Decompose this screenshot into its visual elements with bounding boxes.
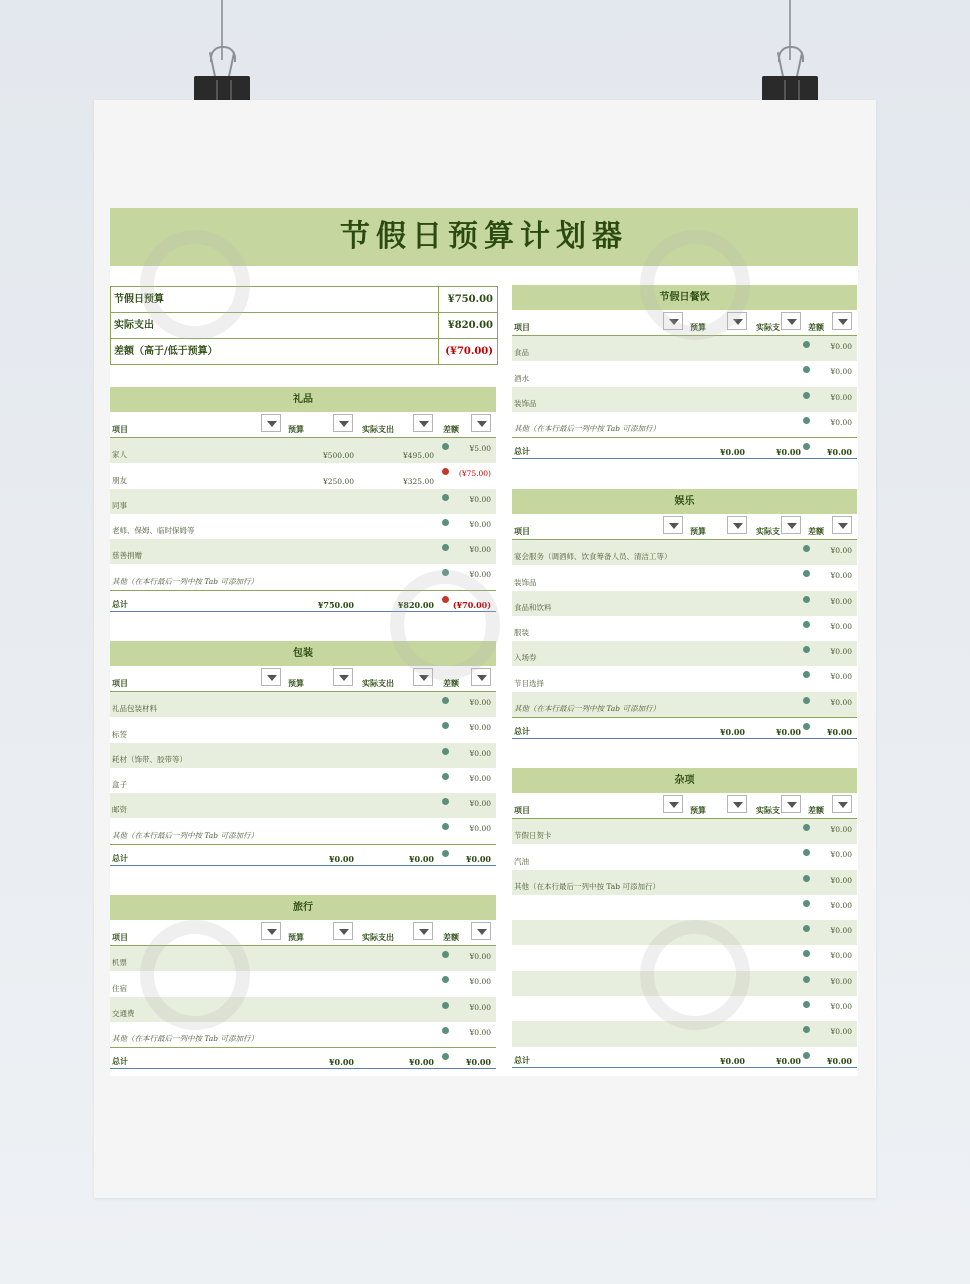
table-title: 节假日餐饮 [512,285,857,310]
row-item-name[interactable]: 交通费 [112,1008,135,1018]
row-difference: ¥0.00 [830,850,852,860]
table-row [512,616,857,641]
table-row [512,540,857,565]
status-indicator-icon [803,925,810,932]
filter-dropdown-icon[interactable] [333,922,353,940]
table-row [512,895,857,920]
status-indicator-icon [442,443,449,450]
status-indicator-icon [803,697,810,704]
col-budget-label: 预算 [288,932,304,942]
total-actual: ¥0.00 [408,1057,434,1068]
status-indicator-icon [803,646,810,653]
status-indicator-icon [803,824,810,831]
total-difference: ¥0.00 [465,853,491,864]
row-item-name[interactable]: 其他（在本行最后一列中按 Tab 可添加行） [112,830,258,840]
total-label: 总计 [112,1056,128,1067]
row-difference: ¥0.00 [469,519,491,529]
row-difference: ¥0.00 [830,546,852,555]
filter-dropdown-icon[interactable] [333,668,353,686]
filter-dropdown-icon[interactable] [781,516,801,534]
table-row [512,819,857,844]
table-title: 礼品 [110,387,496,412]
table-row [110,463,496,488]
row-difference: ¥0.00 [830,1002,852,1012]
status-indicator-icon [803,443,810,450]
summary-value[interactable]: ¥820.00 [438,313,497,338]
row-difference: ¥0.00 [469,799,491,809]
table-row [512,641,857,666]
table-row [110,768,496,793]
row-item-name[interactable]: 其他（在本行最后一列中按 Tab 可添加行） [514,881,660,891]
table-row [512,336,857,361]
row-item-name[interactable]: 汽油 [514,856,529,866]
col-item-label: 项目 [514,322,530,332]
col-diff-label: 差额 [808,805,824,815]
status-indicator-icon [442,798,449,805]
table-row [110,717,496,742]
row-item-name[interactable]: 节目选择 [514,678,544,688]
row-item-name[interactable]: 耗材（饰带、胶带等） [112,754,187,764]
status-indicator-icon [803,900,810,907]
row-difference: ¥0.00 [830,392,852,402]
table-title: 娱乐 [512,489,857,514]
row-difference: ¥0.00 [469,494,491,504]
row-difference: ¥0.00 [830,367,852,377]
table-row [110,818,496,844]
total-actual: ¥0.00 [775,1055,801,1066]
total-row [512,718,857,739]
status-indicator-icon [442,1002,449,1009]
table-title: 旅行 [110,895,496,920]
row-difference: ¥0.00 [830,951,852,961]
watermark-logo-icon [640,230,750,340]
col-actual-label: 实际支 [756,805,780,815]
status-indicator-icon [442,773,449,780]
column-header-row [110,412,496,438]
row-item-name[interactable]: 盒子 [112,780,127,790]
status-indicator-icon [803,621,810,628]
row-difference: ¥0.00 [469,698,491,707]
total-difference: ¥0.00 [826,1055,852,1066]
col-item-label: 项目 [514,805,530,815]
total-label: 总计 [112,852,128,863]
total-label: 总计 [514,446,530,457]
col-item-label: 项目 [112,932,128,942]
row-item-name[interactable]: 老师、保姆、临时保姆等 [112,526,195,536]
row-item-name[interactable]: 服装 [514,628,529,638]
row-difference: ¥0.00 [830,697,852,707]
status-indicator-icon [803,1052,810,1059]
row-item-name[interactable]: 宴会服务（调酒师、饮食筹备人员、清洁工等） [514,552,672,562]
col-budget-label: 预算 [690,805,706,815]
row-difference: ¥0.00 [830,1027,852,1037]
row-difference: ¥0.00 [469,824,491,834]
col-diff-label: 差额 [808,526,824,536]
row-item-name[interactable]: 同事 [112,500,127,510]
table-row [110,793,496,818]
filter-dropdown-icon[interactable] [727,795,747,813]
status-indicator-icon [803,596,810,603]
total-actual: ¥0.00 [408,853,434,864]
table-row [512,844,857,869]
row-difference: ¥0.00 [469,748,491,758]
filter-dropdown-icon[interactable] [413,414,433,432]
watermark-logo-icon [140,920,250,1030]
row-difference: ¥0.00 [469,1002,491,1012]
entertainment-table [512,489,857,739]
row-difference: ¥0.00 [469,570,491,580]
col-budget-label: 预算 [690,322,706,332]
table-row [512,692,857,718]
total-row [110,1048,496,1069]
summary-label: 节假日预算 [114,294,164,305]
row-item-name[interactable]: 装饰品 [514,577,537,587]
status-indicator-icon [442,468,449,475]
table-row [512,870,857,895]
filter-dropdown-icon[interactable] [832,312,852,330]
row-item-name[interactable]: 家人 [112,450,127,460]
row-actual[interactable]: ¥325.00 [402,476,434,486]
row-difference: ¥5.00 [469,444,491,453]
col-diff-label: 差额 [443,932,459,942]
col-budget-label: 预算 [288,424,304,434]
row-item-name[interactable]: 邮资 [112,805,127,815]
total-budget: ¥0.00 [328,853,354,864]
filter-dropdown-icon[interactable] [781,312,801,330]
summary-label: 差额（高于/低于预算） [114,346,218,357]
table-row [110,489,496,514]
filter-dropdown-icon[interactable] [471,414,491,432]
summary-row [111,339,497,364]
col-actual-label: 实际支出 [362,424,394,434]
row-difference: ¥0.00 [469,723,491,733]
total-difference: (¥70.00) [452,599,491,610]
row-item-name[interactable]: 食品和饮料 [514,602,552,612]
row-item-name[interactable]: 其他（在本行最后一列中按 Tab 可添加行） [112,1034,258,1044]
table-row [512,361,857,386]
total-budget: ¥0.00 [719,727,745,738]
col-actual-label: 实际支 [756,526,780,536]
status-indicator-icon [442,1027,449,1034]
filter-dropdown-icon[interactable] [781,795,801,813]
row-difference: (¥75.00) [458,469,491,479]
table-row [512,387,857,412]
total-label: 总计 [514,1054,530,1065]
col-budget-label: 预算 [288,678,304,688]
row-difference: ¥0.00 [469,977,491,987]
row-difference: ¥0.00 [469,952,491,961]
total-actual: ¥0.00 [775,447,801,458]
status-indicator-icon [803,392,810,399]
status-indicator-icon [803,1001,810,1008]
filter-dropdown-icon[interactable] [832,795,852,813]
row-item-name[interactable]: 节假日贺卡 [514,831,552,841]
status-indicator-icon [442,748,449,755]
row-difference: ¥0.00 [830,672,852,682]
row-item-name[interactable]: 其他（在本行最后一列中按 Tab 可添加行） [514,704,660,714]
total-budget: ¥0.00 [719,447,745,458]
total-row [512,438,857,459]
status-indicator-icon [803,875,810,882]
filter-dropdown-icon[interactable] [261,922,281,940]
row-item-name[interactable]: 朋友 [112,475,127,485]
status-indicator-icon [442,951,449,958]
col-item-label: 项目 [112,424,128,434]
summary-label: 实际支出 [114,320,154,331]
table-title: 杂项 [512,768,857,793]
filter-dropdown-icon[interactable] [727,516,747,534]
table-row [512,412,857,438]
table-row [110,514,496,539]
col-item-label: 项目 [112,678,128,688]
total-budget: ¥750.00 [317,599,354,610]
row-difference: ¥0.00 [830,342,852,351]
table-row [110,539,496,564]
table-row [110,692,496,717]
row-budget[interactable]: ¥500.00 [322,451,354,461]
row-item-name[interactable]: 其他（在本行最后一列中按 Tab 可添加行） [112,576,258,586]
filter-dropdown-icon[interactable] [663,795,683,813]
watermark-logo-icon [390,570,500,680]
row-budget[interactable]: ¥250.00 [322,476,354,486]
status-indicator-icon [442,1053,449,1060]
status-indicator-icon [442,850,449,857]
status-indicator-icon [803,950,810,957]
status-indicator-icon [442,823,449,830]
row-item-name[interactable]: 入场券 [514,653,537,663]
row-actual[interactable]: ¥495.00 [402,451,434,461]
total-actual: ¥0.00 [775,727,801,738]
row-item-name[interactable]: 住宿 [112,983,127,993]
row-difference: ¥0.00 [830,825,852,834]
column-header-row [512,793,857,819]
total-difference: ¥0.00 [826,727,852,738]
row-difference: ¥0.00 [830,596,852,606]
summary-value[interactable]: ¥750.00 [438,287,497,312]
row-item-name[interactable]: 礼品包装材料 [112,704,157,714]
status-indicator-icon [803,723,810,730]
status-indicator-icon [803,849,810,856]
row-item-name[interactable]: 酒水 [514,373,529,383]
status-indicator-icon [803,545,810,552]
watermark-logo-icon [140,230,250,340]
col-item-label: 项目 [514,526,530,536]
column-header-row [512,514,857,540]
status-indicator-icon [442,544,449,551]
total-actual: ¥820.00 [397,599,434,610]
row-difference: ¥0.00 [830,621,852,631]
watermark-logo-icon [640,920,750,1030]
table-row [110,743,496,768]
filter-dropdown-icon[interactable] [333,414,353,432]
row-difference: ¥0.00 [469,545,491,555]
status-indicator-icon [442,722,449,729]
table-row [512,591,857,616]
row-difference: ¥0.00 [830,900,852,910]
total-label: 总计 [514,726,530,737]
page-title: 节假日预算计划器 [110,208,858,266]
col-diff-label: 差额 [443,424,459,434]
row-difference: ¥0.00 [830,875,852,885]
row-item-name[interactable]: 其他（在本行最后一列中按 Tab 可添加行） [514,424,660,434]
col-actual-label: 实际支出 [362,932,394,942]
filter-dropdown-icon[interactable] [261,414,281,432]
row-item-name[interactable]: 慈善捐赠 [112,551,142,561]
status-indicator-icon [442,519,449,526]
total-label: 总计 [112,598,128,609]
row-item-name[interactable]: 标签 [112,729,127,739]
row-item-name[interactable]: 机票 [112,958,127,968]
status-indicator-icon [803,341,810,348]
col-diff-label: 差额 [808,322,824,332]
row-difference: ¥0.00 [830,417,852,427]
status-indicator-icon [442,976,449,983]
row-item-name[interactable]: 食品 [514,348,529,358]
col-diff-label: 差额 [443,678,459,688]
table-title: 包装 [110,641,496,666]
total-difference: ¥0.00 [465,1057,491,1068]
status-indicator-icon [442,494,449,501]
status-indicator-icon [803,1026,810,1033]
status-indicator-icon [803,366,810,373]
col-budget-label: 预算 [690,526,706,536]
filter-dropdown-icon[interactable] [471,922,491,940]
filter-dropdown-icon[interactable] [413,922,433,940]
row-difference: ¥0.00 [469,1027,491,1037]
row-difference: ¥0.00 [830,571,852,581]
table-row [110,1022,496,1048]
status-indicator-icon [442,697,449,704]
table-row [110,438,496,463]
table-row [512,666,857,691]
row-item-name[interactable]: 装饰品 [514,398,537,408]
total-row [512,1047,857,1068]
summary-value[interactable]: (¥70.00) [438,339,497,364]
total-budget: ¥0.00 [719,1055,745,1066]
total-row [110,845,496,866]
filter-dropdown-icon[interactable] [832,516,852,534]
col-actual-label: 实际支 [756,322,780,332]
row-difference: ¥0.00 [469,773,491,783]
table-row [512,565,857,590]
total-budget: ¥0.00 [328,1057,354,1068]
filter-dropdown-icon[interactable] [663,516,683,534]
total-difference: ¥0.00 [826,447,852,458]
status-indicator-icon [803,671,810,678]
row-difference: ¥0.00 [830,976,852,986]
col-actual-label: 实际支出 [362,678,394,688]
row-difference: ¥0.00 [830,926,852,936]
status-indicator-icon [803,570,810,577]
status-indicator-icon [803,976,810,983]
row-difference: ¥0.00 [830,647,852,657]
status-indicator-icon [803,417,810,424]
filter-dropdown-icon[interactable] [261,668,281,686]
